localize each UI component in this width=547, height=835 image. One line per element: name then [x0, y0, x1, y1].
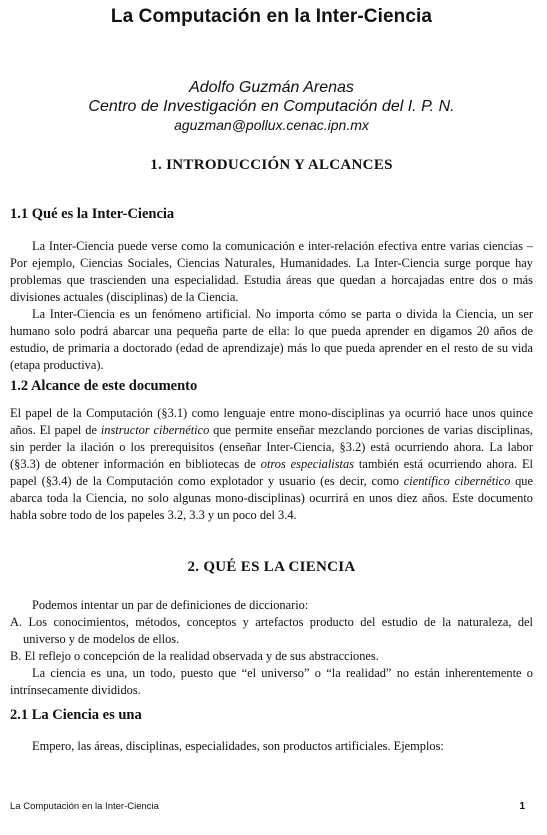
emphasis-text: otros especialistas — [260, 457, 354, 471]
author-name: Adolfo Guzmán Arenas — [189, 79, 354, 96]
section-1-1-heading: 1.1 Qué es la Inter-Ciencia — [10, 206, 175, 222]
section-2-1-body — [10, 738, 533, 755]
paragraph: Empero, las áreas, disciplinas, especialidades, son productos artificiales. Ejemplos: — [32, 739, 444, 753]
section-1-heading: 1. INTRODUCCIÓN Y ALCANCES — [150, 157, 393, 173]
section-1-2-heading: 1.2 Alcance de este documento — [10, 378, 198, 394]
section-1-1-body — [10, 238, 533, 374]
emphasis-text: científico cibernético — [403, 474, 511, 488]
footer-title: La Computación en la Inter-Ciencia — [10, 801, 159, 812]
paragraph: La ciencia es una, un todo, puesto que “el universo” o “la realidad” no están inherentemente o intrínsecamente divididos. — [10, 666, 533, 697]
author-block — [10, 78, 533, 134]
section-2-heading: 2. QUÉ ES LA CIENCIA — [187, 559, 356, 575]
paragraph: Podemos intentar un par de definiciones de diccionario: — [32, 598, 309, 612]
paragraph: La Inter-Ciencia puede verse como la comunicación e inter-relación efectiva entre varias ciencias –Por ejemplo, Ciencias Sociales, Ciencias Naturales, Humanidades. La Inter-Ciencia surge porque hay problemas que trascienden una especialidad. Estudia áreas que quedan a horcajadas entre dos o más divisiones actuales (disciplinas) de la Ciencia. — [10, 239, 533, 304]
section-1-2-body — [10, 405, 533, 524]
page-number: 1 — [519, 801, 525, 812]
paragraph — [10, 405, 533, 524]
paragraph-text: también está ocurriendo ahora. El papel (§3.4) de la Computación como explotador y usuario (es decir, como — [10, 457, 533, 488]
section-2-body — [10, 597, 533, 699]
definition-a: A. Los conocimientos, métodos, conceptos y artefactos producto del estudio de la naturaleza, del universo y de modelos de ellos. — [10, 615, 533, 646]
paragraph-text: que abarca toda la Ciencia, no solo algunas mono-disciplinas) ocurrirá en unos diez años. Este documento habla sobre todo de los papeles 3.2, 3.3 y un poco del 3.4. — [10, 474, 533, 522]
document-title: La Computación en la Inter-Ciencia — [110, 6, 433, 27]
paragraph: La Inter-Ciencia es un fenómeno artificial. No importa cómo se parta o divida la Ciencia, un ser humano solo podrá abarcar una pequeña parte de ella: lo que pueda aprender en digamos 20 años de estudio, de primaria a doctorado (edad de aprendizaje) más lo que pueda aprender en el resto de su vida (etapa productiva). — [10, 307, 533, 372]
emphasis-text: instructor cibernético — [100, 423, 210, 437]
author-institution: Centro de Investigación en Computación del I. P. N. — [88, 98, 455, 115]
paragraph-text: que permite enseñar mezclando porciones de varias disciplinas, sin perder la ilación o los prerequisitos (enseñar Inter-Ciencia, §3.2) está ocurriendo ahora. La labor (§3.3) de obtener información en bibliotecas de — [10, 423, 533, 471]
definition-b: B. El reflejo o concepción de la realidad observada y de sus abstracciones. — [10, 649, 379, 663]
section-2-1-heading: 2.1 La Ciencia es una — [10, 707, 142, 723]
paragraph-text: El papel de la Computación (§3.1) como lenguaje entre mono-disciplinas ya ocurrió hace unos quince años. El papel de — [10, 406, 533, 437]
page-footer — [10, 801, 525, 812]
author-email[interactable]: aguzman@pollux.cenac.ipn.mx — [174, 117, 369, 133]
